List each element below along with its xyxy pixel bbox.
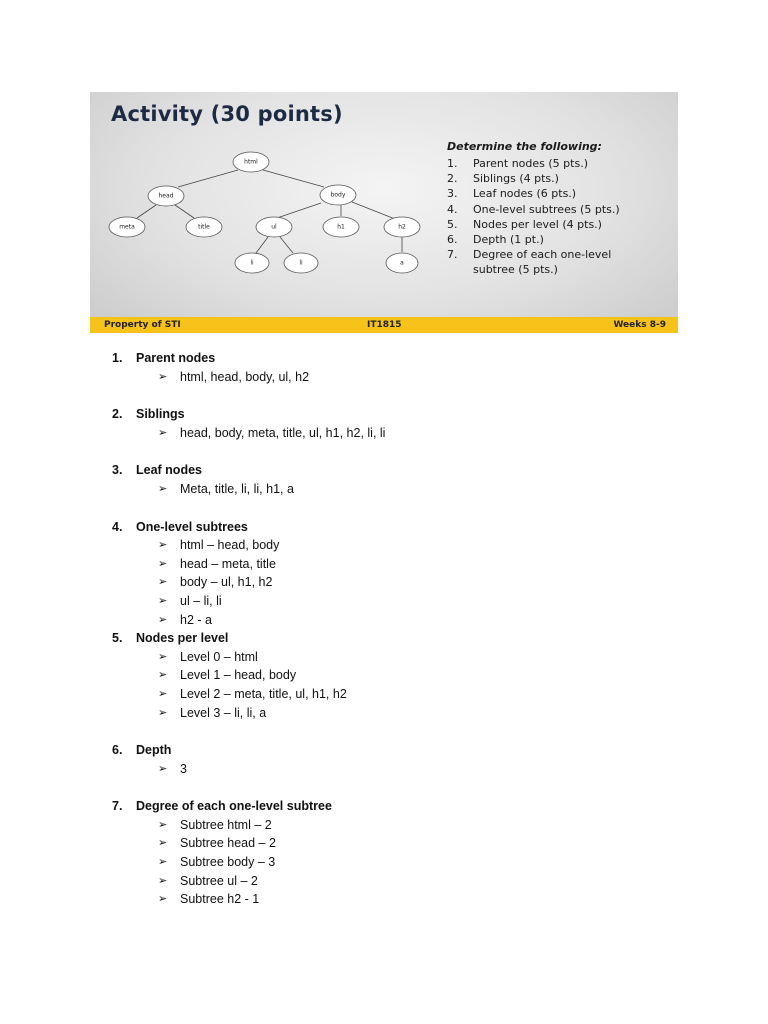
tree-node-label: title: [198, 223, 210, 231]
task-item: [447, 232, 672, 247]
answer-heading: [112, 629, 712, 648]
task-text: Nodes per level (4 pts.): [473, 217, 602, 231]
arrow-bullet-icon: ➢: [158, 874, 168, 887]
answer-item-text: 3: [180, 761, 187, 776]
footer-weeks: Weeks 8-9: [613, 320, 666, 330]
answer-item-text: Level 0 – html: [180, 649, 258, 664]
tree-node-label: head: [158, 192, 174, 200]
tree-node-label: body: [330, 191, 346, 199]
answer-item: [112, 648, 712, 667]
answer-heading: [112, 741, 712, 760]
arrow-bullet-icon: ➢: [158, 837, 168, 850]
edge-ul-li1: [256, 237, 268, 253]
answer-heading-text: Nodes per level: [136, 631, 229, 646]
answer-heading: [112, 461, 712, 480]
answer-item: [112, 555, 712, 574]
footer-property: Property of STI: [104, 320, 181, 330]
answer-item: [112, 592, 712, 611]
answer-item: [112, 890, 712, 909]
task-item: [447, 156, 672, 171]
answer-item-text: Subtree body – 3: [180, 855, 276, 870]
answer-item-text: Meta, title, li, li, h1, a: [180, 481, 294, 496]
tree-node-li-1: [235, 253, 269, 273]
tree-node-label: html: [244, 158, 258, 166]
task-text: Degree of each one-level: [473, 248, 612, 262]
arrow-bullet-icon: ➢: [158, 650, 168, 663]
arrow-bullet-icon: ➢: [158, 669, 168, 682]
arrow-bullet-icon: ➢: [158, 856, 168, 869]
tree-node-html: [233, 152, 269, 172]
answer-item-text: head, body, meta, title, ul, h1, h2, li, li: [180, 425, 386, 440]
tree-node-meta: [109, 217, 145, 237]
answer-heading-text: One-level subtrees: [136, 519, 248, 534]
answer-item: [112, 834, 712, 853]
slide-footer: [90, 317, 678, 333]
answer-item-text: html, head, body, ul, h2: [180, 369, 310, 384]
task-item: [447, 171, 672, 186]
answer-number: 7.: [112, 799, 123, 814]
answer-heading: [112, 518, 712, 537]
arrow-bullet-icon: ➢: [158, 687, 168, 700]
answer-item-text: html – head, body: [180, 538, 280, 553]
task-text: Leaf nodes (6 pts.): [473, 187, 577, 201]
answer-item: [112, 480, 712, 499]
arrow-bullet-icon: ➢: [158, 426, 168, 439]
edge-body-h2: [352, 202, 395, 219]
task-item: [447, 247, 672, 262]
task-list: [447, 140, 672, 278]
answer-item-text: head – meta, title: [180, 556, 276, 571]
task-number: 6.: [447, 233, 458, 247]
tree-node-label: h1: [337, 223, 345, 231]
task-item: [447, 262, 672, 277]
edge-html-body: [263, 170, 324, 187]
answer-number: 3.: [112, 463, 123, 478]
answer-item-text: Subtree html – 2: [180, 817, 272, 832]
activity-slide: [90, 92, 678, 333]
answer-item: [112, 685, 712, 704]
task-item: [447, 186, 672, 201]
answer-item: [112, 424, 712, 443]
answer-heading-text: Leaf nodes: [136, 463, 202, 478]
edge-body-ul: [274, 203, 321, 219]
task-number: 3.: [447, 187, 458, 201]
task-number: 4.: [447, 202, 458, 216]
arrow-bullet-icon: ➢: [158, 762, 168, 775]
tree-node-ul: [256, 217, 292, 237]
answer-item: [112, 536, 712, 555]
answer-item: [112, 611, 712, 630]
tree-node-label: ul: [271, 223, 277, 231]
task-text: Depth (1 pt.): [473, 233, 544, 247]
arrow-bullet-icon: ➢: [158, 594, 168, 607]
dom-tree-diagram: [90, 92, 430, 292]
answer-heading: [112, 405, 712, 424]
task-text: One-level subtrees (5 pts.): [473, 202, 620, 216]
tree-node-h1: [323, 217, 359, 237]
task-text: subtree (5 pts.): [473, 263, 558, 277]
task-number: 1.: [447, 157, 458, 170]
answer-heading: [112, 797, 712, 816]
answer-item: [112, 368, 712, 387]
arrow-bullet-icon: ➢: [158, 706, 168, 719]
answer-heading-text: Siblings: [136, 407, 185, 422]
answer-heading-text: Degree of each one-level subtree: [136, 799, 332, 814]
answer-number: 2.: [112, 407, 123, 422]
footer-course-code: IT1815: [367, 320, 402, 330]
tree-node-label: li: [299, 259, 303, 267]
tree-node-label: h2: [398, 223, 406, 231]
answer-item: [112, 573, 712, 592]
slide-title: Activity (30 points): [111, 102, 343, 126]
answer-heading-text: Parent nodes: [136, 351, 216, 365]
tree-node-body: [320, 185, 356, 205]
answer-item-text: body – ul, h1, h2: [180, 575, 273, 590]
answer-item: [112, 816, 712, 835]
arrow-bullet-icon: ➢: [158, 539, 168, 552]
answer-number: 4.: [112, 519, 123, 534]
tree-node-label: li: [250, 259, 254, 267]
answer-item: [112, 666, 712, 685]
task-item: [447, 217, 672, 232]
arrow-bullet-icon: ➢: [158, 557, 168, 570]
answer-item-text: Level 2 – meta, title, ul, h1, h2: [180, 686, 347, 701]
answer-list: [112, 349, 712, 909]
task-item: [447, 202, 672, 217]
answer-item-text: Level 3 – li, li, a: [180, 705, 267, 720]
answer-item-text: Subtree h2 - 1: [180, 892, 260, 907]
edge-head-title: [175, 205, 194, 218]
answer-item: [112, 760, 712, 779]
tree-node-li-2: [284, 253, 318, 273]
tree-node-title: [186, 217, 222, 237]
answer-item: [112, 853, 712, 872]
arrow-bullet-icon: ➢: [158, 818, 168, 831]
task-number: [447, 262, 473, 277]
answer-item: [112, 704, 712, 723]
arrow-bullet-icon: ➢: [158, 613, 168, 626]
answer-item-text: Level 1 – head, body: [180, 668, 297, 683]
tree-node-h2: [384, 217, 420, 237]
arrow-bullet-icon: ➢: [158, 576, 168, 589]
answer-heading-text: Depth: [136, 743, 172, 758]
task-text: Parent nodes (5 pts.): [473, 157, 588, 170]
answer-number: 1.: [112, 351, 123, 365]
task-list-heading: Determine the following:: [447, 140, 602, 153]
answer-number: 6.: [112, 743, 123, 758]
task-text: Siblings (4 pts.): [473, 172, 559, 186]
task-number: 2.: [447, 172, 458, 186]
task-number: 7.: [447, 248, 458, 262]
answer-item-text: ul – li, li: [180, 593, 222, 608]
edge-head-meta: [137, 205, 156, 218]
arrow-bullet-icon: ➢: [158, 482, 168, 495]
tree-node-label: meta: [119, 223, 135, 231]
answer-item-text: h2 - a: [180, 612, 212, 627]
answer-item-text: Subtree head – 2: [180, 836, 276, 851]
answer-item: [112, 872, 712, 891]
answer-item-text: Subtree ul – 2: [180, 873, 258, 888]
arrow-bullet-icon: ➢: [158, 893, 168, 906]
task-number: 5.: [447, 217, 458, 231]
answer-number: 5.: [112, 631, 123, 646]
edge-html-head: [178, 170, 238, 187]
tree-node-label: a: [400, 259, 404, 267]
edge-ul-li2: [280, 237, 293, 253]
tree-node-head: [148, 186, 184, 206]
arrow-bullet-icon: ➢: [158, 370, 168, 383]
answer-heading: [112, 349, 712, 368]
tree-node-a: [386, 253, 418, 273]
